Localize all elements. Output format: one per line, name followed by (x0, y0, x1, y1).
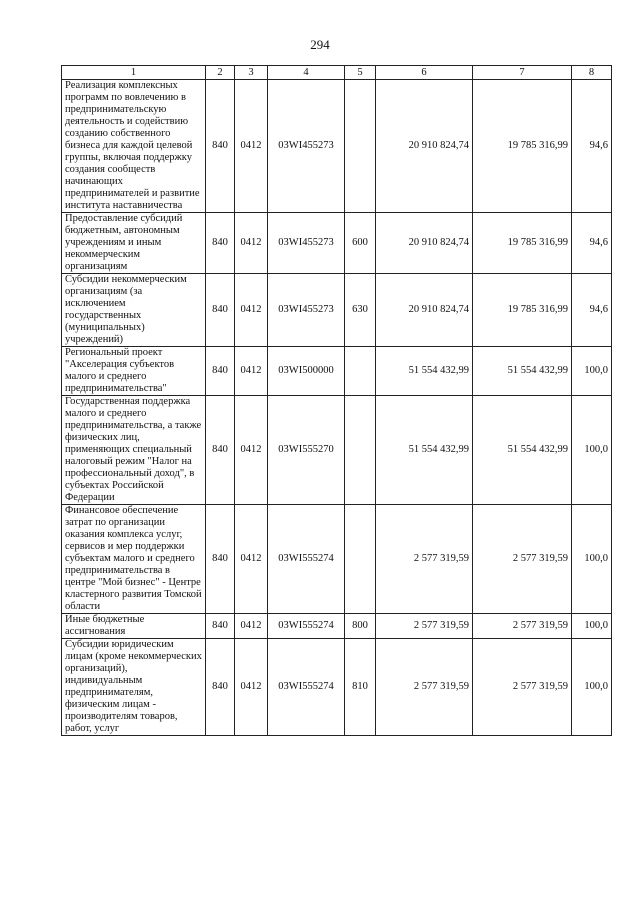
table-row (62, 505, 612, 614)
table-cell: 03WI455273 (268, 274, 345, 347)
header-cell: 2 (206, 66, 235, 80)
page-number: 294 (310, 37, 330, 52)
header-cell: 3 (235, 66, 268, 80)
table-cell: 51 554 432,99 (473, 396, 572, 505)
table-row (62, 274, 612, 347)
header-cell: 7 (473, 66, 572, 80)
table-cell: 100,0 (572, 505, 612, 614)
table-row (62, 639, 612, 736)
table-cell (345, 347, 376, 396)
table-cell: 800 (345, 614, 376, 639)
row-name-cell: Реализация комплексных программ по вовлечению в предпринимательскую деятельность и содействию созданию собственного бизнеса для каждой целевой группы, включая поддержку создания сообществ начинающих предпринимателей и развитие института наставничества (62, 80, 206, 213)
table-cell: 2 577 319,59 (473, 505, 572, 614)
table-cell: 03WI555274 (268, 639, 345, 736)
table-cell: 03WI555270 (268, 396, 345, 505)
header-cell: 6 (376, 66, 473, 80)
row-name-cell: Государственная поддержка малого и среднего предпринимательства, а также физических лиц, применяющих специальный налоговый режим "Налог на профессиональный доход", в субъектах Российской Федерации (62, 396, 206, 505)
table-row (62, 614, 612, 639)
table-cell: 840 (206, 614, 235, 639)
table-cell: 0412 (235, 80, 268, 213)
row-name-cell: Региональный проект "Акселерация субъектов малого и среднего предпринимательства" (62, 347, 206, 396)
table-row (62, 396, 612, 505)
budget-table (61, 65, 612, 736)
header-row (62, 66, 612, 80)
table-cell: 0412 (235, 396, 268, 505)
table-cell (345, 80, 376, 213)
table-cell: 20 910 824,74 (376, 213, 473, 274)
table-cell: 100,0 (572, 347, 612, 396)
table-cell: 20 910 824,74 (376, 274, 473, 347)
table-cell: 810 (345, 639, 376, 736)
table-cell: 20 910 824,74 (376, 80, 473, 213)
table-cell: 840 (206, 274, 235, 347)
header-cell: 8 (572, 66, 612, 80)
row-name-cell: Субсидии юридическим лицам (кроме некоммерческих организаций), индивидуальным предпринимателям, физическим лицам - производителям товаров, работ, услуг (62, 639, 206, 736)
table-cell: 2 577 319,59 (376, 639, 473, 736)
header-cell: 4 (268, 66, 345, 80)
table-cell: 2 577 319,59 (473, 614, 572, 639)
table-cell: 19 785 316,99 (473, 213, 572, 274)
row-name-cell: Субсидии некоммерческим организациям (за исключением государственных (муниципальных) учреждений) (62, 274, 206, 347)
row-name-cell: Иные бюджетные ассигнования (62, 614, 206, 639)
table-cell: 2 577 319,59 (376, 505, 473, 614)
table-cell (345, 396, 376, 505)
table-cell: 0412 (235, 213, 268, 274)
header-cell: 1 (62, 66, 206, 80)
table-cell: 840 (206, 396, 235, 505)
table-cell: 0412 (235, 639, 268, 736)
table-cell: 2 577 319,59 (376, 614, 473, 639)
table-cell (345, 505, 376, 614)
table-cell: 0412 (235, 614, 268, 639)
table-cell: 840 (206, 347, 235, 396)
table-cell: 840 (206, 639, 235, 736)
table-cell: 94,6 (572, 274, 612, 347)
table-row (62, 347, 612, 396)
table-cell: 840 (206, 505, 235, 614)
table-cell: 100,0 (572, 614, 612, 639)
table-cell: 600 (345, 213, 376, 274)
table-cell: 100,0 (572, 639, 612, 736)
table-cell: 03WI555274 (268, 614, 345, 639)
header-cell: 5 (345, 66, 376, 80)
table-cell: 2 577 319,59 (473, 639, 572, 736)
table-cell: 0412 (235, 274, 268, 347)
table-cell: 840 (206, 213, 235, 274)
table-cell: 19 785 316,99 (473, 80, 572, 213)
row-name-cell: Предоставление субсидий бюджетным, автономным учреждениям и иным некоммерческим организациям (62, 213, 206, 274)
table-cell: 630 (345, 274, 376, 347)
table-row (62, 80, 612, 213)
row-name-cell: Финансовое обеспечение затрат по организации оказания комплекса услуг, сервисов и мер поддержки субъектам малого и среднего предпринимательства в центре "Мой бизнес" - Центре кластерного развития Томской области (62, 505, 206, 614)
table-cell: 100,0 (572, 396, 612, 505)
table-cell: 03WI555274 (268, 505, 345, 614)
table-row (62, 213, 612, 274)
table-cell: 51 554 432,99 (376, 347, 473, 396)
table-cell: 03WI455273 (268, 80, 345, 213)
table-cell: 51 554 432,99 (376, 396, 473, 505)
table-cell: 03WI500000 (268, 347, 345, 396)
table-cell: 0412 (235, 505, 268, 614)
table-cell: 19 785 316,99 (473, 274, 572, 347)
table-cell: 03WI455273 (268, 213, 345, 274)
table-cell: 0412 (235, 347, 268, 396)
table-cell: 840 (206, 80, 235, 213)
table-cell: 94,6 (572, 80, 612, 213)
table-cell: 94,6 (572, 213, 612, 274)
table-cell: 51 554 432,99 (473, 347, 572, 396)
